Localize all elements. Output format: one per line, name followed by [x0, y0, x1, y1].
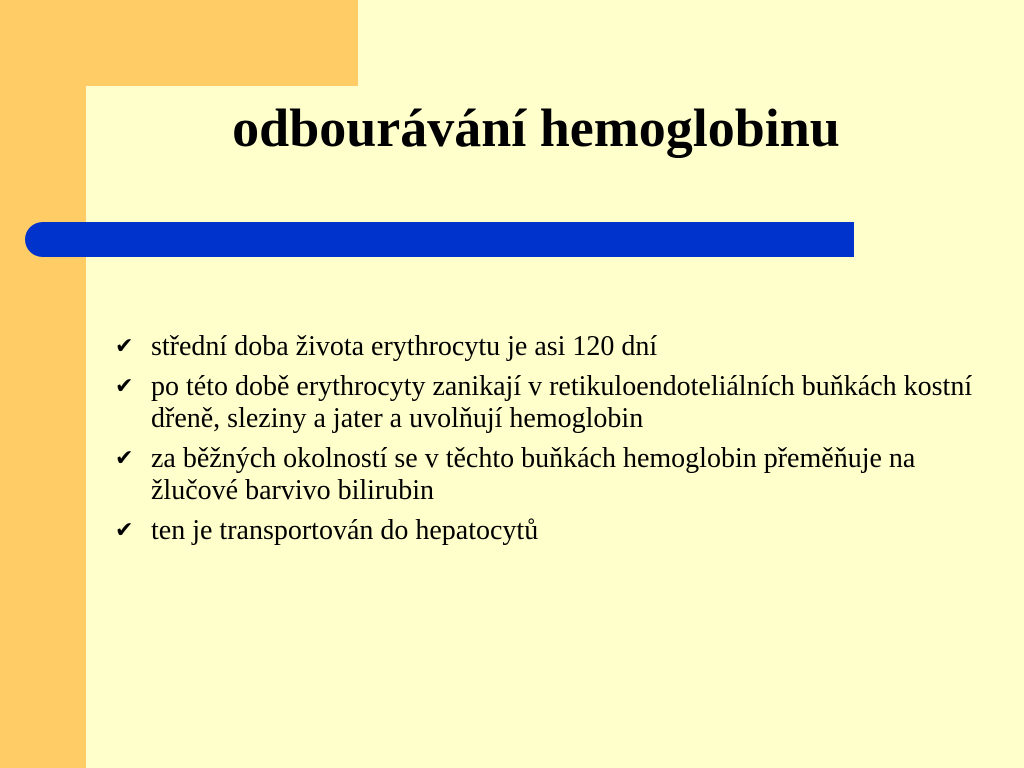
bullet-list [115, 331, 995, 555]
bullet-text: střední doba života erythrocytu je asi 120 dní [151, 331, 658, 362]
bullet-item [115, 371, 995, 435]
bullet-item [115, 515, 995, 547]
bullet-text: ten je transportován do hepatocytů [151, 515, 539, 546]
title-underline-bar [25, 222, 854, 257]
check-icon: ✔ [115, 374, 134, 399]
check-icon: ✔ [115, 334, 134, 359]
slide-title: odbourávání hemoglobinu [232, 98, 840, 158]
bullet-item [115, 443, 995, 507]
orange-left-stripe [0, 0, 86, 768]
bullet-item [115, 331, 995, 363]
bullet-text: po této době erythrocyty zanikají v retikuloendoteliálních buňkách kostní dřeně, sleziny a jater a uvolňují hemoglobin [151, 371, 973, 434]
bullet-text: za běžných okolností se v těchto buňkách hemoglobin přeměňuje na žlučové barvivo bilirubin [151, 443, 916, 506]
check-icon: ✔ [115, 446, 134, 471]
check-icon: ✔ [115, 518, 134, 543]
